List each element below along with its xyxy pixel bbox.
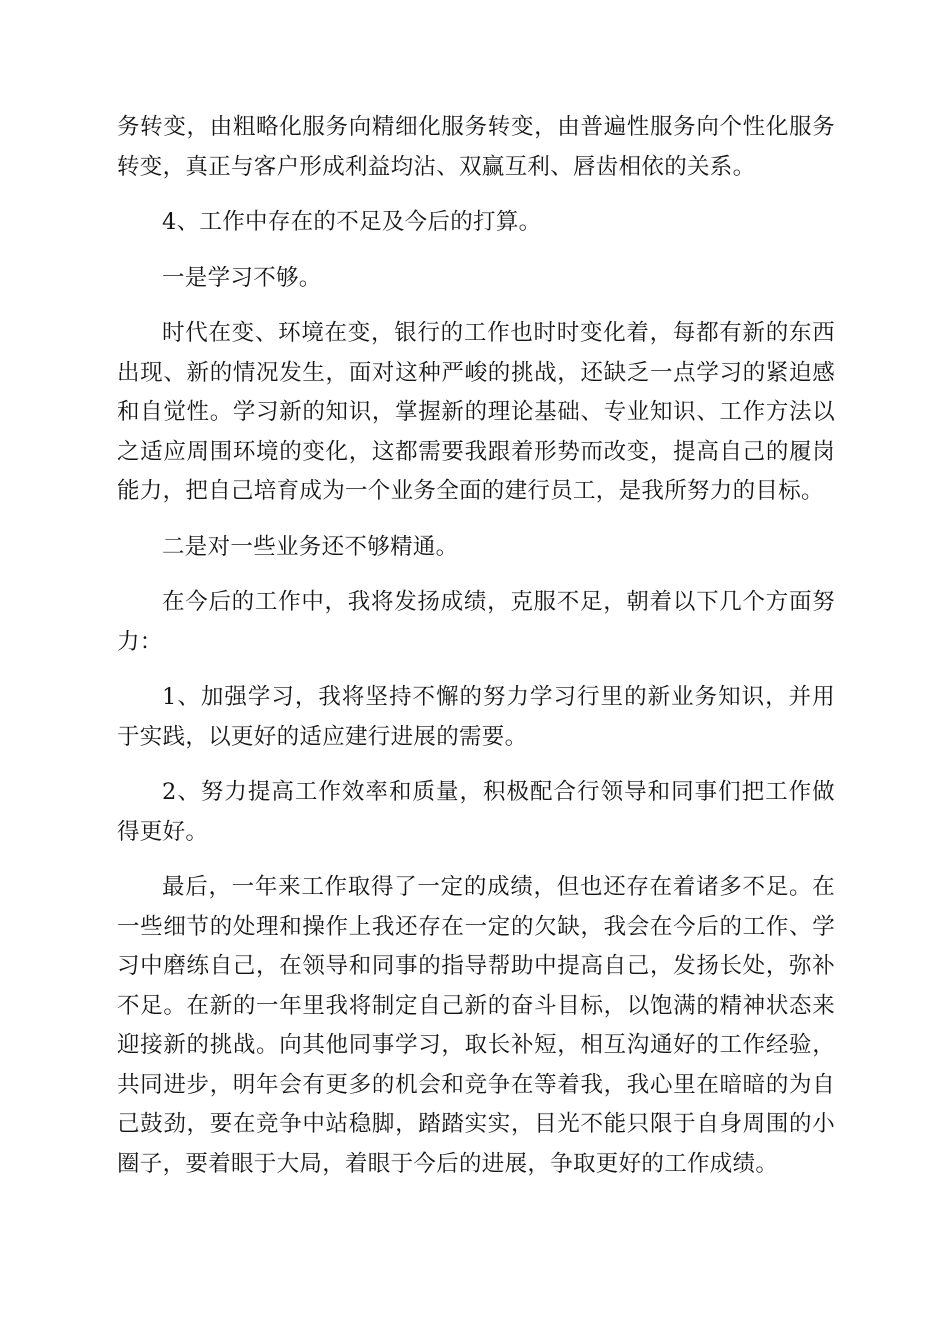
paragraph-conclusion: 最后，一年来工作取得了一定的成绩，但也还存在着诸多不足。在一些细节的处理和操作上我还存在一定的欠缺，我会在今后的工作、学习中磨练自己，在领导和同事的指导帮助中提高自己，发扬长处，弥补不足。在新的一年里我将制定自己新的奋斗目标，以饱满的精神状态来迎接新的挑战。向其他同事学习，取长补短，相互沟通好的工作经验，共同进步，明年会有更多的机会和竞争在等着我，我心里在暗暗的为自己鼓劲，要在竞争中站稳脚，踏踏实实，目光不能只限于自身周围的小圈子，要着眼于大局，着眼于今后的进展，争取更好的工作成绩。 [117,874,835,1177]
paragraph-future-intro: 在今后的工作中，我将发扬成绩，克服不足，朝着以下几个方面努力： [117,589,835,655]
paragraph-plan-two: 2、努力提高工作效率和质量，积极配合行领导和同事们把工作做得更好。 [117,779,835,845]
paragraph-learning: 时代在变、环境在变，银行的工作也时时变化着，每都有新的东西出现、新的情况发生，面对这种严峻的挑战，还缺乏一点学习的紧迫感和自觉性。学习新的知识，掌握新的理论基础、专业知识、工作方法以之适应周围环境的变化，这都需要我跟着形势而改变，提高自己的履岗能力，把自己培育成为一个业务全面的建行员工，是我所努力的目标。 [117,320,835,504]
paragraph-point-two: 二是对一些业务还不够精通。 [162,533,459,560]
paragraph-point-one: 一是学习不够。 [162,264,322,291]
document-body [117,108,835,1200]
paragraph-continuation: 务转变，由粗略化服务向精细化服务转变，由普遍性服务向个性化服务转变，真正与客户形成利益均沾、双赢互利、唇齿相依的关系。 [117,114,835,180]
paragraph-plan-one: 1、加强学习，我将坚持不懈的努力学习行里的新业务知识，并用于实践，以更好的适应建行进展的需要。 [117,684,835,750]
section-heading-shortcomings: 4、工作中存在的不足及今后的打算。 [162,209,542,235]
